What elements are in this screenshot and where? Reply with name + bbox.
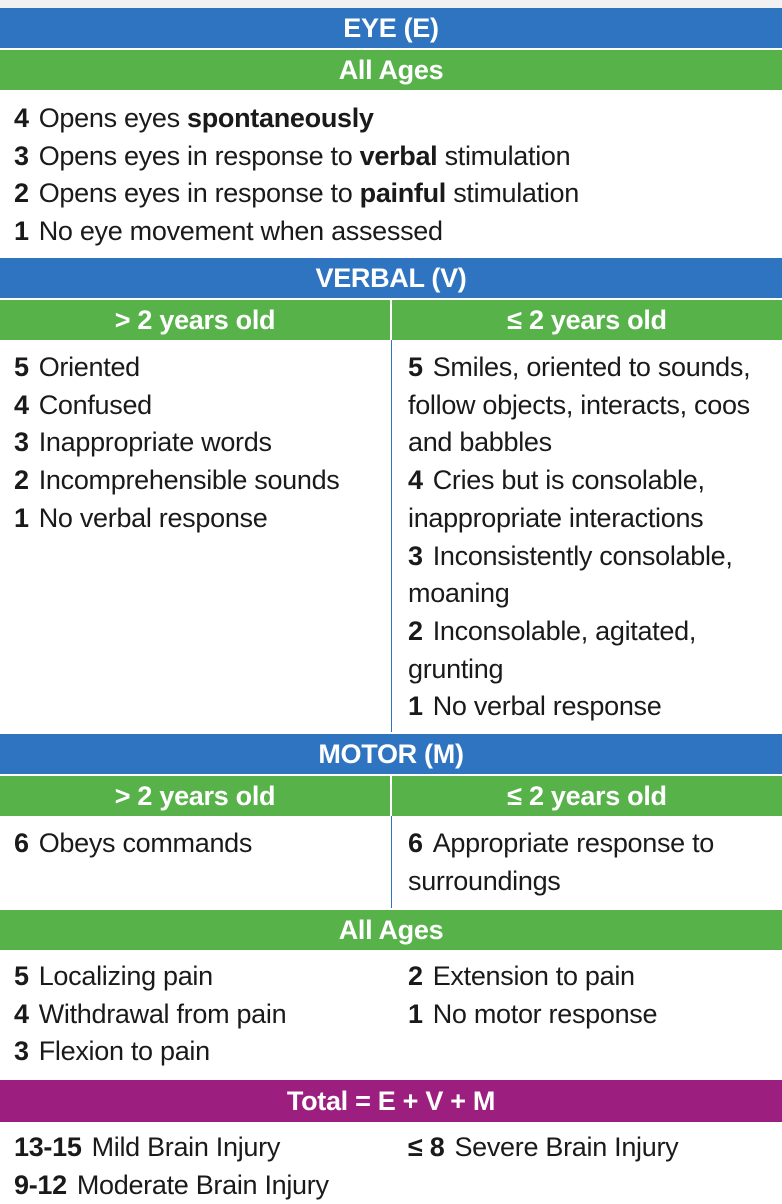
list-item: 6 Appropriate response to surroundings [408, 828, 714, 896]
list-item: 1 No motor response [408, 998, 658, 1029]
list-item: 4 Opens eyes spontaneously [14, 103, 374, 133]
eye-all-ages-header: All Ages [0, 50, 782, 90]
verbal-left-age-header: > 2 years old [114, 305, 276, 335]
verbal-right-age-header: ≤ 2 years old [507, 305, 667, 335]
motor-header: MOTOR (M) [0, 734, 782, 774]
total-header: Total = E + V + M [0, 1080, 782, 1122]
verbal-column-divider [391, 340, 392, 732]
list-item: 4 Cries but is consolable, inappropriate interactions [408, 465, 705, 533]
motor-column-divider [391, 816, 392, 908]
motor-right-list [408, 825, 748, 900]
motor-all-ages-header: All Ages [0, 910, 782, 950]
motor-left-age-header: > 2 years old [114, 781, 276, 811]
list-item: 3 Opens eyes in response to verbal stimulation [14, 140, 571, 171]
list-item: 13-15 Mild Brain Injury [14, 1132, 281, 1162]
eye-header: EYE (E) [0, 8, 782, 48]
verbal-right-list [408, 349, 776, 726]
list-item: 5 Smiles, oriented to sounds, follow objects, interacts, coos and babbles [408, 352, 751, 458]
list-item: 5 Oriented [14, 352, 140, 382]
list-item: ≤ 8 Severe Brain Injury [408, 1132, 679, 1162]
total-right-list [408, 1129, 678, 1167]
total-left-list [14, 1129, 329, 1204]
motor-age-header-row [0, 776, 782, 816]
verbal-header: VERBAL (V) [0, 258, 782, 298]
verbal-age-header-row [0, 300, 782, 340]
list-item: 3 Inappropriate words [14, 427, 272, 458]
eye-list [14, 100, 579, 251]
list-item: 2 Inconsolable, agitated, grunting [408, 615, 697, 684]
list-item: 4 Withdrawal from pain [14, 998, 287, 1029]
top-margin [0, 0, 782, 8]
motor-right-age-header: ≤ 2 years old [507, 781, 667, 811]
motor-all-right-list [408, 958, 657, 1033]
verbal-left-list [14, 349, 340, 538]
list-item: 5 Localizing pain [14, 961, 213, 991]
list-item: 9-12 Moderate Brain Injury [14, 1169, 329, 1200]
list-item: 3 Flexion to pain [14, 1036, 210, 1067]
list-item: 1 No eye movement when assessed [14, 216, 443, 247]
motor-all-left-list [14, 958, 286, 1071]
motor-left-list [14, 825, 252, 863]
list-item: 6 Obeys commands [14, 828, 253, 858]
list-item: 3 Inconsistently consolable, moaning [408, 540, 733, 609]
list-item: 2 Incomprehensible sounds [14, 465, 340, 496]
list-item: 2 Opens eyes in response to painful stimulation [14, 178, 579, 209]
list-item: 2 Extension to pain [408, 961, 635, 991]
list-item: 1 No verbal response [14, 502, 268, 533]
list-item: 4 Confused [14, 389, 152, 420]
list-item: 1 No verbal response [408, 691, 662, 722]
